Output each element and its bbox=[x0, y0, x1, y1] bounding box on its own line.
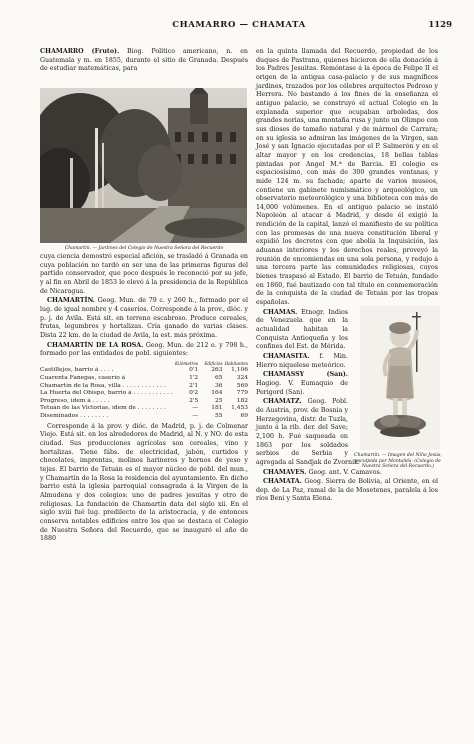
headword: CHAMARTÍN DE LA ROSA. bbox=[47, 341, 144, 349]
headword: CHAMARTÍN. bbox=[47, 297, 96, 305]
left-column-body bbox=[40, 253, 248, 544]
table-row bbox=[40, 413, 248, 421]
page-number: 1129 bbox=[428, 20, 452, 30]
cell-buildings: 55 bbox=[215, 413, 223, 420]
cell-entity: La Huerta del Obispo, barrio á . . . . . . . . . . . bbox=[40, 390, 173, 397]
table-row bbox=[40, 383, 248, 391]
running-header bbox=[26, 20, 452, 36]
cell-buildings: 36 bbox=[215, 382, 223, 389]
table-header bbox=[40, 360, 173, 368]
cell-entity: Tetuán de las Victorias, ídem de . . . . . . . . bbox=[40, 405, 166, 412]
gardens-photo bbox=[40, 88, 247, 243]
cell-km: 0'1 bbox=[189, 367, 199, 374]
cell-inhabitants: 69 bbox=[240, 413, 248, 420]
table-header: Edificios bbox=[204, 360, 223, 366]
cell-km: — bbox=[192, 405, 199, 412]
entry-chamartin-de-la-rosa-continued: Corresponde á la prov. y dióc. de Madrid, p. j. de Colmenar Viejo. Está sit. en los alrededores de Madrid, al N. y NO. de esta ciudad. Sus producciones agrícolas son cereales, vino y hortalizas. Tiene fábs. de electricidad, jabón, curtidos y chocolates, imprentas, molinos harineros y hornos de yeso y tejas. El barrio de Tetuán es el mayor núcleo de pobl. del mun., y Chamartín de la Rosa la residencia del ayuntamiento. En dicho barrio está la iglesia parroquial consagrada á la Virgen de la Almudena y dos colegios: uno de padres jesuitas y otro de religiosas. La fundación de Chamartín data del siglo xii. En el siglo xviii fué lug. predilecto de la aristocracia, y de entonces conserva notables edificios entre los que se destaca el Colegio de Nuestra Señora del Recuerdo, que se inauguró el año de 1880 bbox=[40, 422, 248, 543]
cell-inhabitants: 324 bbox=[236, 375, 248, 382]
cell-km: 2'1 bbox=[189, 382, 199, 389]
table-header-row bbox=[40, 360, 248, 368]
cell-buildings: 25 bbox=[215, 397, 223, 404]
entry-text: Geog. Mun. de 212 e. y 798 h., formado por las entidades de pobl. siguientes: bbox=[40, 341, 248, 358]
entry-text: Geog. Pobl. de Austria, prov. de Bosnia y Herzegovina, distr. de Tuzla, junto á la rib. der. del Save; 2,100 h. Fué saqueada en 1863 por los soldados serbios de Serbia y agregada al Sandjak de Zvornik. bbox=[256, 398, 360, 466]
table-row bbox=[40, 375, 248, 383]
entry-chamarro-continued: cuya ciencia demostró especial afición, se trasladó á Granada en cuya población no tardó en ser una de las primeras figuras del partido conservador, que poco después le reconoció por su jefe, y al fin en Abril de 1853 le elevó á la presidencia de la República de Nicaragua. bbox=[40, 253, 248, 295]
entry-chamata bbox=[256, 478, 438, 504]
headword: CHAMAS. bbox=[263, 308, 298, 316]
headword: CHAMASITA. bbox=[263, 352, 310, 360]
cell-buildings: 263 bbox=[211, 367, 223, 374]
cell-entity: Diseminados . . . . . . . . bbox=[40, 413, 109, 420]
entry-text: f. Min. Hierro niquelese meteórico. bbox=[256, 352, 348, 369]
entry-text: Etnogr. Indios de Venezuela que en la actualidad habitan la Conquista Antioqueña y los confines del Est. de Mérida. bbox=[256, 308, 348, 351]
cell-buildings: 65 bbox=[215, 375, 223, 382]
cell-entity: Cuarenta Fanegas, caserío á bbox=[40, 375, 126, 382]
table-header: Kilómetros bbox=[175, 360, 199, 366]
headword: CHAMARRO (Fruto). bbox=[40, 48, 120, 55]
cell-km: 0'2 bbox=[189, 390, 199, 397]
table-row bbox=[40, 390, 248, 398]
left-column-intro bbox=[40, 48, 248, 74]
statue-photo-caption: Chamartín. — Imagen del Niño Jesús, esculpida por Montañés. (Colegio de Nuestra Señora del Recuerdo.) bbox=[354, 453, 442, 469]
cell-inhabitants: 1,106 bbox=[231, 367, 248, 374]
entry-chamarro bbox=[40, 48, 248, 74]
entry-text: Geog. ant. V. Camavos. bbox=[308, 468, 382, 476]
gardens-photo-caption: Chamartín. — Jardines del Colegio de Nuestra Señora del Recuerdo bbox=[64, 246, 224, 251]
entry-chamartin-de-la-rosa bbox=[40, 342, 248, 359]
child-jesus-statue-photo bbox=[360, 306, 440, 450]
entry-text: en la quinta llamada del Recuerdo, propiedad de los duques de Pastrana, quienes hicieron de ella donación á los Padres Jesuitas. Remóntase á la época de Felipe II el origen de la antigua casa-palacio y de sus magníficos jardines, trazados por los célebres arquitectos Pedroso y Herrera. No bastando á los fines de la enseñanza el antiguo palacio, se construyó el actual Colegio en la explanada superior que ocupaban arboledas, dos grandes norias, una montaña rusa y junto un Olimpo con sus dioses de tamaño natural y de mármol de Carrara; en su iglesia se admiran las imágenes de la Virgen, san José y san Ignacio ejecutadas por el P. Salmerón y en el altar mayor y en los credencias, 18 bellas tablas pintadas por Angel M.ª de Barcia. El colegio es espaciosísimo, con más de 300 grandes ventanas, y mide 124 m. su fachada; aparte de varios museos, contiene un gabinete numismático y arqueológico, un observatorio meteorológico y una biblioteca con más de 14,000 volúmenes. En el antiguo palacio se instaló Napoleón al atacar á Madrid, y desde él exigió la rendición de la capital, lanzó el manifiesto de su política con las promesas de una nueva constitución liberal y expidió los decretos con que abolía la Inquisición, las aduanas interiores y los derechos reales, proveyó la reunión de encomiendas en una sola persona, y redujo á una tercera parte las comunidades religiosas, cuyos bienes traspasó al Estado. El barrio de Tetuán, fundado en 1860, fué bautizado con tal título en conmemoración de la conquista de la ciudad de Tetuán por las tropas españolas. bbox=[256, 48, 438, 307]
entry-text: Geog. Mun. de 79 c. y 260 h., formado por el lug. de igual nombre y 4 caseríos. Corresponde á la prov., dióc. y p. j. de Avila. Está sit. en terreno escabroso. Produce cereales, frutas, legumbres y hortalizas. Cría ganado de varias clases. Dista 22 km. de la ciudad de Avila, la est. más próxima. bbox=[40, 297, 248, 339]
headword: CHAMASSY (San). bbox=[263, 371, 348, 379]
cell-entity: Chamartín de la Rosa, villa . . . . . . . . . . . . bbox=[40, 382, 166, 389]
cell-km: — bbox=[192, 413, 199, 420]
entry-text: Biog. Político americano, n. en Guatemala y m. en 1855, durante el sitio de Granada. Después de estudiar matemáticas, para bbox=[40, 48, 248, 73]
population-table bbox=[40, 360, 248, 421]
entry-recuerdo-continued bbox=[256, 48, 438, 308]
header-title: CHAMARRO — CHAMATA bbox=[172, 20, 306, 30]
table-header: Habitantes bbox=[224, 360, 248, 366]
cell-inhabitants: 569 bbox=[236, 382, 248, 389]
cell-inhabitants: 182 bbox=[236, 397, 248, 404]
headword: CHAMAVES. bbox=[263, 468, 307, 476]
table-row bbox=[40, 405, 248, 413]
entry-chamartin bbox=[40, 297, 248, 340]
cell-km: 2'5 bbox=[189, 397, 199, 404]
entry-chamaves bbox=[256, 469, 438, 478]
cell-inhabitants: 1,453 bbox=[231, 405, 248, 412]
table-row bbox=[40, 398, 248, 406]
cell-buildings: 164 bbox=[211, 390, 223, 397]
cell-buildings: 181 bbox=[211, 405, 223, 412]
cell-entity: Progreso, ídem á . . . . . bbox=[40, 397, 110, 404]
cell-entity: Castillejos, barrio á . . . . bbox=[40, 367, 114, 374]
entry-text: Geog. Sierra de Bolivia, al Oriente, en el dep. de La Paz, ramal de la de Mosetenes, paralela á los ríos Beni y Santa Elena. bbox=[256, 478, 438, 503]
cell-km: 1'2 bbox=[189, 375, 199, 382]
table-row bbox=[40, 367, 248, 375]
cell-inhabitants: 779 bbox=[236, 390, 248, 397]
headword: CHAMATZ. bbox=[263, 398, 302, 406]
headword: CHAMATA. bbox=[263, 478, 302, 486]
entry-text: Hagiog. V. Eumaquio de Perigord (San). bbox=[256, 379, 348, 396]
